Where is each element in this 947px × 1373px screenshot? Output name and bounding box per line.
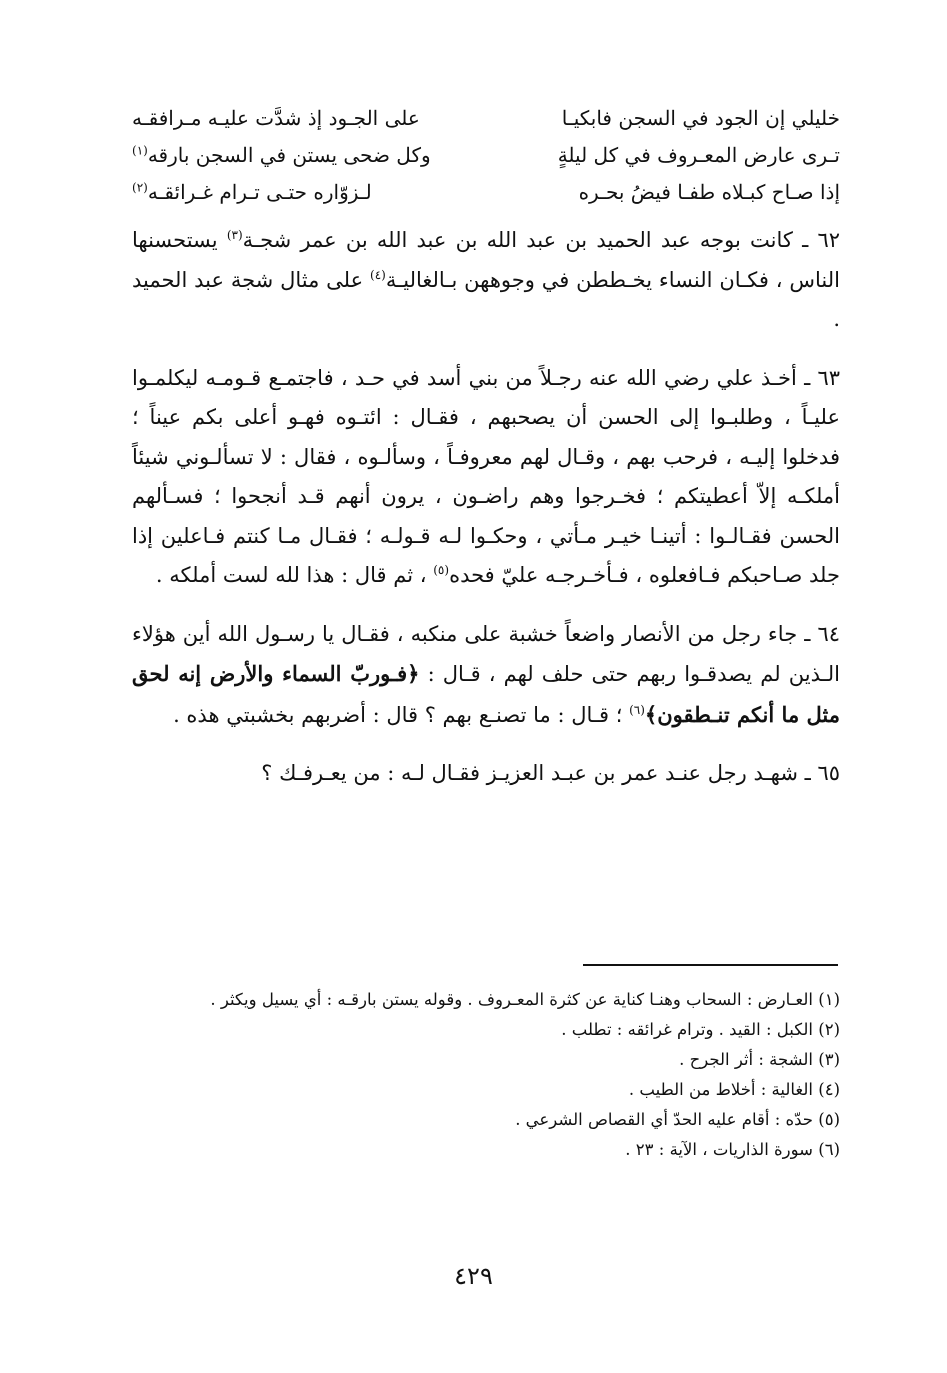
verse-first-hemistich: خليلي إن الجود في السجن فابكيـا	[561, 106, 840, 130]
quran-quote: ﴿فـوربّ السماء والأرض إنه لحق مثل ما أنكم تنـطقون﴾	[132, 661, 840, 727]
paragraph-text: جاء رجل من الأنصار واضعاً خشبة على منكبه ، فقـال يا رسـول الله أين هؤلاء الـذين لم يصدقـوا ربهم حتى حلف لهم ، قـال :	[132, 621, 840, 686]
paragraph-65	[132, 754, 840, 794]
paragraph-text: ، ثم قال : هذا لله لست أملكه .	[155, 563, 427, 587]
verse-second-hemistich	[132, 137, 431, 174]
footnote-1: (١) العـارض : السحاب وهنـا كناية عن كثرة المعـروف . وقوله يستن بارقـه : أي يسيل ويكثر .	[210, 990, 840, 1009]
entry-number: ٦٣ ـ	[804, 365, 840, 390]
verse-second-hemistich: على الجـود إذ شدَّت عليـه مـرافقـه	[132, 106, 420, 130]
footnote-separator	[583, 964, 838, 966]
footnotes	[132, 985, 840, 1165]
verse-line	[132, 100, 840, 137]
page-number: ٤٢٩	[454, 1262, 493, 1290]
footnote-ref: (١)	[132, 143, 148, 158]
footnote-2: (٢) الكبل : القيد . وترام غرائقه : تطلب .	[561, 1020, 840, 1039]
footnote-ref: (٥)	[433, 563, 450, 577]
footnote-3: (٣) الشجة : أثر الجرح .	[679, 1050, 840, 1069]
footnote-ref: (٣)	[226, 228, 243, 242]
footnote-ref: (٤)	[370, 267, 386, 282]
verse-text: وكل ضحى يستن في السجن بارقه	[147, 143, 431, 167]
verse-second-hemistich	[132, 174, 372, 211]
paragraph-text: شهـد رجل عنـد عمر بن عبـد العزيـز فقـال لـه : من يعـرفـك ؟	[261, 761, 798, 785]
entry-number: ٦٤ ـ	[804, 621, 840, 646]
paragraph-text: على مثال شجة عبد الحميد .	[132, 267, 840, 331]
paragraph-62	[132, 221, 840, 340]
verse-line	[132, 174, 840, 211]
paragraph-text: ؛ قـال : ما تصنـع بهم ؟ قال : أضربهم بخشبتي هذه .	[173, 702, 623, 727]
paragraph-text: كانت بوجه عبد الحميد بن عبد الله بن عبد الله بن عمر شجـة	[242, 228, 793, 252]
verse-first-hemistich: إذا صـاح كبـلاه طفـا فيضُ بحـره	[578, 180, 840, 204]
footnote-ref: (٢)	[132, 180, 148, 195]
entry-number: ٦٥ ـ	[804, 761, 840, 785]
page-body	[132, 100, 840, 813]
verse-line	[132, 137, 840, 174]
footnote-4: (٤) الغالية : أخلاط من الطيب .	[628, 1080, 840, 1099]
footnote-5: (٥) حدّه : أقام عليه الحدّ أي القصاص الشرعي .	[515, 1110, 840, 1129]
verse-first-hemistich: تـرى عارض المعـروف في كل ليلةٍ	[557, 143, 840, 167]
paragraph-text: أخـذ علي رضي الله عنه رجـلاً من بني أسد في حـد ، فاجتمـع قـومـه ليكلمـوا عليـاً ، وطلبـوا إلى الحسن أن يصحبهم ، فقـال : ائتـوه فهـو أعلى بكم عيناً ؛ فدخلوا إليـه ، فرحب بهم ، وقـال لهم معروفـاً ، وسألـوه ، فقال : لا تسألـوني شيئاً أملكـه إلاّ أعطيتكم ؛ فخـرجوا وهم راضـون ، يرون أنهم قـد أنجحوا ؛ فسـألهم الحسن فقـالـوا : أتينـا خيـر مـأتي ، وحكـوا لـه قـولـه ؛ فقـال مـا كنتم فـاعلين إذا جلد صـاحبكم فـافعلوه ، فـأخـرجـه عليّ فحده	[132, 365, 840, 587]
footnote-6: (٦) سورة الذاريات ، الآية : ٢٣ .	[625, 1140, 840, 1159]
paragraph-63	[132, 359, 840, 596]
paragraph-64	[132, 615, 840, 736]
verse-text: لـزوّاره حتـى تـرام غـرائقـه	[147, 180, 372, 204]
footnote-ref: (٦)	[629, 702, 645, 717]
entry-number: ٦٢ ـ	[802, 228, 840, 252]
poem-verses	[132, 100, 840, 211]
paragraph-text: يستحسنها الناس ، فكـان النساء يخـططن في وجوههن بـالغاليـة	[132, 228, 840, 292]
